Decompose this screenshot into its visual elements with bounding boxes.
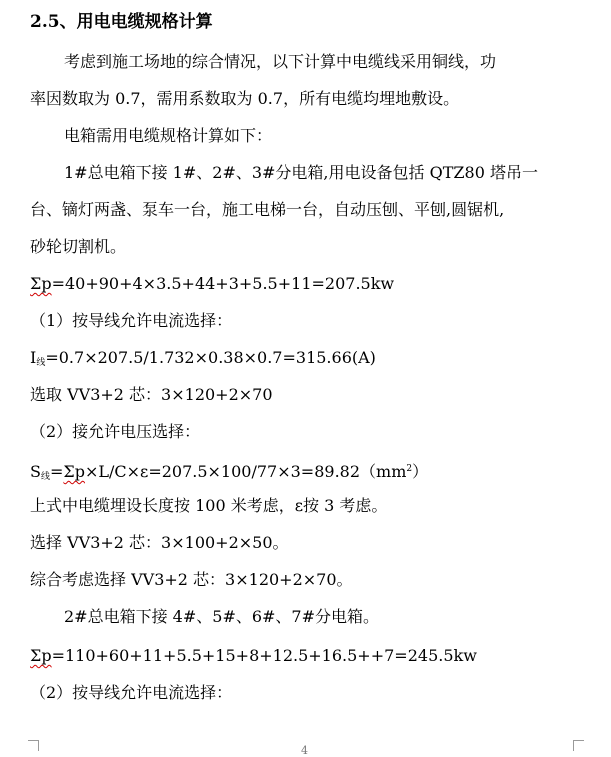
paragraph-line: 砂轮切割机。 bbox=[30, 237, 127, 256]
paragraph-line: 率因数取为 0.7，需用系数取为 0.7，所有电缆均埋地敷设。 bbox=[30, 89, 460, 108]
formula-sum-2 bbox=[30, 646, 477, 666]
paragraph-line: 1#总电箱下接 1#、2#、3#分电箱,用电设备包括 QTZ80 塔吊一 bbox=[64, 163, 538, 182]
formula-text: =0.7×207.5/1.732×0.38×0.7=315.66(A) bbox=[45, 348, 376, 367]
section-heading: 2.5、用电电缆规格计算 bbox=[30, 12, 213, 32]
cable-choice: 选择 VV3+2 芯：3×100+2×50。 bbox=[30, 533, 289, 552]
formula-text: =40+90+4×3.5+44+3+5.5+11=207.5kw bbox=[51, 274, 395, 293]
spellcheck-mark: Σp bbox=[30, 274, 52, 293]
formula-subscript: 线 bbox=[36, 358, 46, 368]
cable-choice: 综合考虑选择 VV3+2 芯：3×120+2×70。 bbox=[30, 570, 353, 589]
spellcheck-mark: Σp bbox=[30, 646, 52, 665]
paragraph-line: 电箱需用电缆规格计算如下： bbox=[64, 126, 273, 145]
formula-symbol: S bbox=[30, 462, 41, 481]
margin-mark-right bbox=[573, 740, 584, 751]
formula-text: ） bbox=[412, 462, 429, 481]
formula-subscript: 线 bbox=[40, 472, 50, 482]
step-heading: （2）接允许电压选择： bbox=[30, 422, 201, 441]
formula-superscript: 2 bbox=[406, 464, 413, 474]
formula-current bbox=[30, 348, 376, 373]
spellcheck-mark: Σp bbox=[63, 462, 85, 481]
paragraph-line: 上式中电缆埋设长度按 100 米考虑，ε按 3 考虑。 bbox=[30, 496, 388, 515]
page-number: 4 bbox=[301, 744, 308, 757]
formula-text: =110+60+11+5.5+15+8+12.5+16.5++7=245.5kw bbox=[51, 646, 477, 665]
paragraph-line: 考虑到施工场地的综合情况，以下计算中电缆线采用铜线，功 bbox=[64, 52, 497, 71]
formula-sum-1 bbox=[30, 274, 394, 294]
paragraph-line: 台、镝灯两盏、泵车一台，施工电梯一台，自动压刨、平刨,圆锯机, bbox=[30, 200, 505, 219]
formula-text: = bbox=[49, 462, 64, 481]
margin-mark-left bbox=[28, 740, 39, 751]
formula-text: ×L/C×ε=207.5×100/77×3=89.82（mm bbox=[84, 462, 407, 481]
formula-section bbox=[30, 459, 428, 487]
paragraph-line: 2#总电箱下接 4#、5#、6#、7#分电箱。 bbox=[64, 607, 380, 626]
step-heading: （1）按导线允许电流选择： bbox=[30, 311, 233, 330]
cable-choice: 选取 VV3+2 芯：3×120+2×70 bbox=[30, 385, 273, 404]
step-heading: （2）按导线允许电流选择： bbox=[30, 683, 233, 702]
formula-symbol: I bbox=[30, 348, 37, 367]
